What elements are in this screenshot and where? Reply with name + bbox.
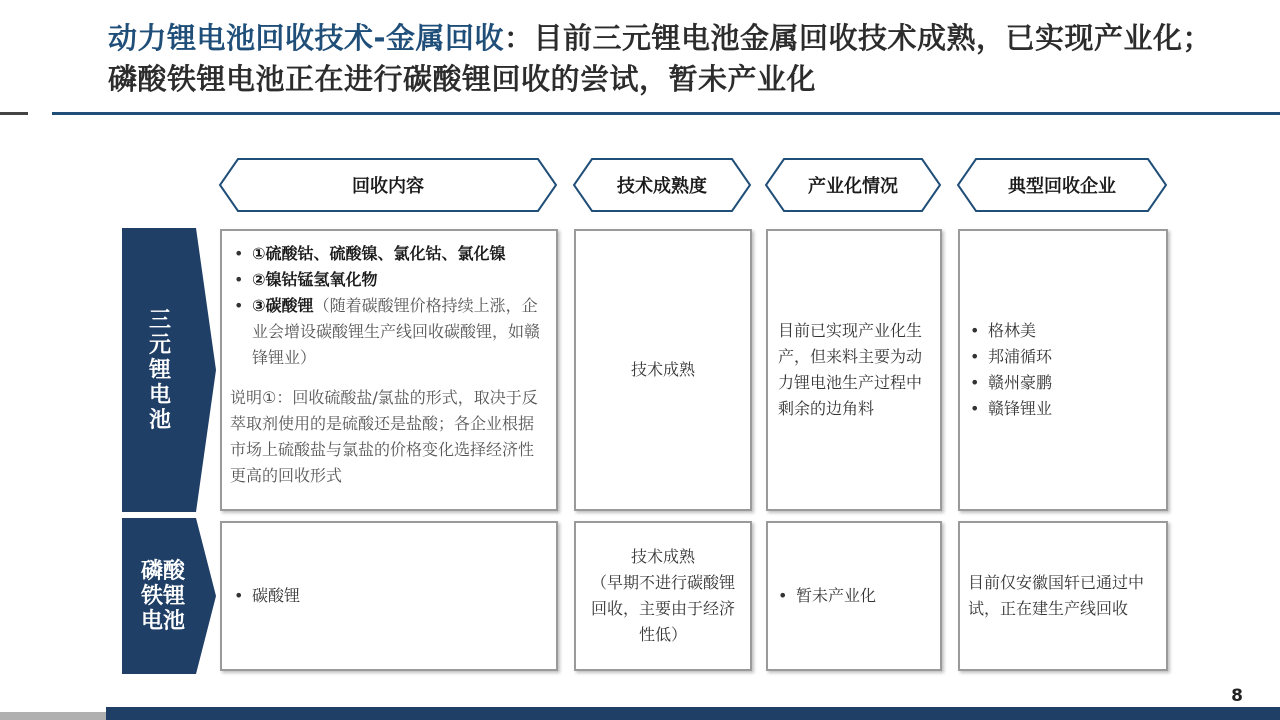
title-rule (52, 112, 1280, 115)
footer-bar (106, 707, 1280, 720)
industrialization-list (774, 583, 940, 609)
item-main: ①硫酸钴、硫酸镍、氯化钴、氯化镍 (252, 244, 506, 263)
list-item (966, 318, 1166, 344)
header-label: 技术成熟度 (617, 176, 707, 197)
lfp-content-list (230, 583, 556, 609)
cell-lfp-maturity (574, 521, 752, 671)
header-label: 回收内容 (352, 176, 424, 197)
item-main: 碳酸锂 (252, 586, 301, 605)
item-main: ②镍钴锰氢氧化物 (252, 270, 378, 289)
maturity-detail: （早期不进行碳酸锂回收，主要由于经济性低） (590, 573, 735, 644)
company-name: 格林美 (988, 321, 1037, 340)
cell-ternary-companies (958, 229, 1168, 511)
industrialization-text: 目前已实现产业化生产，但来料主要为动力锂电池生产过程中剩余的边角料 (778, 321, 923, 418)
page-number: 8 (1231, 686, 1243, 706)
row-label-text (122, 228, 198, 512)
cell-lfp-content (220, 521, 558, 671)
row-label-lfp-text: 磷酸铁锂电池 (140, 558, 185, 634)
header-maturity (572, 158, 752, 212)
cell-ternary-maturity (574, 229, 752, 511)
header-label: 典型回收企业 (1008, 176, 1116, 197)
item-main: ③碳酸锂 (252, 296, 314, 315)
company-list (966, 318, 1166, 422)
title-rule-left (0, 112, 28, 115)
company-name: 赣州豪鹏 (988, 373, 1053, 392)
item-note: （随着碳酸锂价格持续上涨，企业会增设碳酸锂生产线回收碳酸锂，如赣锋锂业） (252, 296, 541, 367)
cell-ternary-content (220, 229, 558, 511)
list-item (966, 344, 1166, 370)
header-recovery-content (218, 158, 558, 212)
header-industrialization (764, 158, 942, 212)
list-item (230, 267, 548, 293)
footer-bar-left (0, 712, 106, 720)
maturity-text: 技术成熟 (630, 547, 695, 566)
industrialization-text: 暂未产业化 (796, 586, 877, 605)
list-item (966, 370, 1166, 396)
title-rest: ：目前三元锂电池金属回收技术成熟，已实现产业化；磷酸铁锂电池正在进行碳酸锂回收的尝试，暂未产业化 (108, 21, 1213, 96)
list-item (230, 293, 548, 371)
header-companies (956, 158, 1168, 212)
list-item (966, 396, 1166, 422)
cell-lfp-companies (958, 521, 1168, 671)
slide-title (108, 18, 1228, 100)
list-item (774, 583, 940, 609)
list-item (230, 241, 548, 267)
ternary-content-list (230, 241, 548, 371)
title-accent: 动力锂电池回收技术-金属回收 (108, 21, 505, 55)
header-label: 产业化情况 (808, 176, 898, 197)
cell-ternary-industrialization (766, 229, 942, 511)
company-name: 邦浦循环 (988, 347, 1053, 366)
row-label-text (122, 518, 204, 674)
maturity-text: 技术成熟 (630, 360, 695, 379)
cell-lfp-industrialization (766, 521, 942, 671)
company-name: 赣锋锂业 (988, 399, 1053, 418)
row-label-lfp (122, 518, 218, 674)
row-label-ternary-text: 三元锂电池 (148, 307, 171, 433)
list-item (230, 583, 556, 609)
ternary-explanation: 说明①：回收硫酸盐/氯盐的形式，取决于反萃取剂使用的是硫酸还是盐酸；各企业根据市场上硫酸盐与氯盐的价格变化选择经济性更高的回收形式 (230, 388, 538, 485)
row-label-ternary (122, 228, 218, 512)
companies-text: 目前仅安徽国轩已通过中试，正在建生产线回收 (968, 573, 1145, 618)
